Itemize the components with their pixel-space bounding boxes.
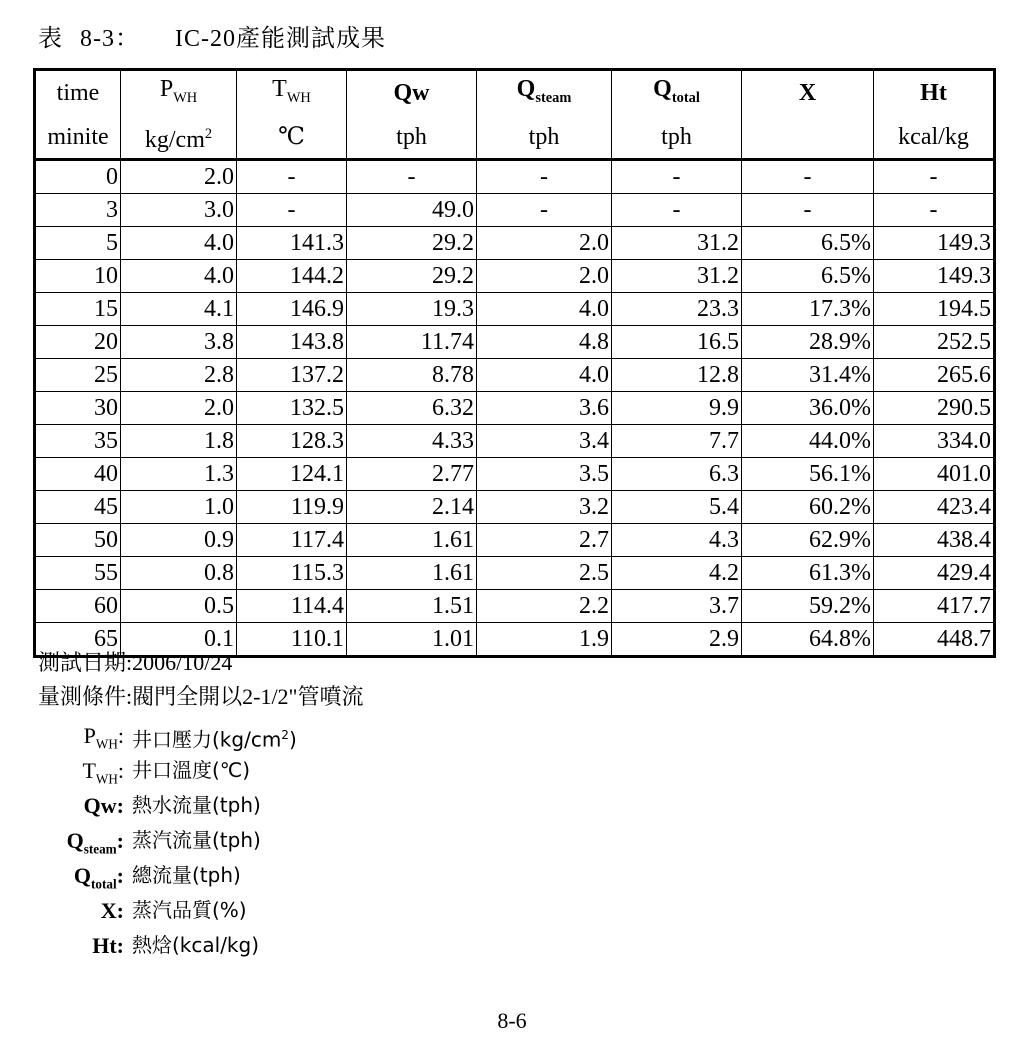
header-cell: tph (612, 116, 742, 160)
legend-colon: : (117, 723, 124, 748)
legend-description-text: 熱水流量(tph) (132, 793, 261, 817)
table-cell: 6.5% (742, 259, 874, 292)
table-row (35, 292, 995, 325)
table-cell: 3.2 (477, 490, 612, 523)
page-number: 8-6 (497, 1008, 527, 1033)
table-cell: 3.8 (121, 325, 237, 358)
table-row (35, 424, 995, 457)
table-cell: 3 (35, 193, 121, 226)
header-subscript: steam (535, 89, 572, 106)
legend-symbol-base: T (82, 758, 96, 783)
legend-symbol (38, 753, 124, 788)
table-cell: 2.8 (121, 358, 237, 391)
table-cell: 2.77 (347, 457, 477, 490)
header-cell: minite (35, 116, 121, 160)
table-cell: 62.9% (742, 523, 874, 556)
legend-item (38, 928, 297, 963)
table-cell: 4.0 (121, 226, 237, 259)
notes (38, 646, 364, 714)
table-cell: 7.7 (612, 424, 742, 457)
table-cell: 1.9 (477, 622, 612, 656)
legend-colon: : (116, 933, 124, 958)
table-cell: 40 (35, 457, 121, 490)
table-cell: 1.01 (347, 622, 477, 656)
table-row (35, 193, 995, 226)
table-cell: 0.1 (121, 622, 237, 656)
legend-symbol-subscript: WH (95, 736, 118, 752)
legend-symbol (38, 718, 124, 753)
table-cell: 448.7 (874, 622, 995, 656)
table-cell: - (612, 159, 742, 193)
table-cell: 124.1 (237, 457, 347, 490)
table-cell: 31.2 (612, 259, 742, 292)
table-cell: 194.5 (874, 292, 995, 325)
header-cell: Qw (347, 70, 477, 116)
legend-description (132, 928, 259, 963)
legend-symbol-base: X (100, 898, 117, 923)
table-cell: 4.33 (347, 424, 477, 457)
header-subscript: WH (173, 89, 198, 106)
test-date: 測試日期:2006/10/24 (38, 650, 233, 675)
legend-description (132, 718, 297, 753)
header-cell: time (35, 70, 121, 116)
legend-description-text: 井口溫度(℃) (132, 758, 251, 782)
table-cell: 15 (35, 292, 121, 325)
table-cell: 149.3 (874, 259, 995, 292)
table-cell: 29.2 (347, 259, 477, 292)
header-cell (121, 70, 237, 116)
table-row (35, 159, 995, 193)
table-cell: 3.7 (612, 589, 742, 622)
legend-symbol-subscript: WH (95, 771, 118, 787)
table-cell: 117.4 (237, 523, 347, 556)
table-cell: 56.1% (742, 457, 874, 490)
table-cell: 12.8 (612, 358, 742, 391)
legend-item (38, 718, 297, 753)
table-cell: 1.51 (347, 589, 477, 622)
header-cell: X (742, 70, 874, 116)
table-cell: 4.0 (477, 358, 612, 391)
table-cell: 149.3 (874, 226, 995, 259)
table-cell: 20 (35, 325, 121, 358)
table-cell: - (874, 159, 995, 193)
legend-symbol (38, 928, 124, 963)
table-cell: - (612, 193, 742, 226)
header-cell: Ht (874, 70, 995, 116)
header-cell: tph (347, 116, 477, 160)
table-cell: 50 (35, 523, 121, 556)
header-cell: tph (477, 116, 612, 160)
legend-symbol (38, 893, 124, 928)
table-row (35, 259, 995, 292)
table-cell: 17.3% (742, 292, 874, 325)
legend-description (132, 823, 261, 858)
table-row (35, 358, 995, 391)
header-cell: kcal/kg (874, 116, 995, 160)
legend-item (38, 893, 297, 928)
table-cell: - (237, 193, 347, 226)
legend-description-superscript: 2 (281, 728, 289, 742)
header-symbol: Q (653, 76, 672, 102)
header-cell (477, 70, 612, 116)
table-cell: 119.9 (237, 490, 347, 523)
table-cell: 429.4 (874, 556, 995, 589)
table-cell: 60 (35, 589, 121, 622)
table-cell: 8.78 (347, 358, 477, 391)
caption-number: 8-3： (80, 26, 140, 52)
table-cell: 55 (35, 556, 121, 589)
legend-description (132, 753, 250, 788)
header-symbol: kg/cm (144, 126, 205, 153)
table-cell: 0.9 (121, 523, 237, 556)
legend-symbol-subscript: steam (83, 841, 117, 857)
table-cell: 144.2 (237, 259, 347, 292)
table-row (35, 589, 995, 622)
legend-description (132, 893, 247, 928)
table-cell: 59.2% (742, 589, 874, 622)
table-cell: 30 (35, 391, 121, 424)
table-cell: 28.9% (742, 325, 874, 358)
table-cell: 3.5 (477, 457, 612, 490)
table-cell: 2.14 (347, 490, 477, 523)
legend-description (132, 788, 261, 823)
table-cell: 45 (35, 490, 121, 523)
legend-item (38, 753, 297, 788)
table-cell: 5.4 (612, 490, 742, 523)
legend-colon: : (116, 793, 124, 818)
legend-symbol-base: Q (73, 863, 92, 888)
table-cell: 1.8 (121, 424, 237, 457)
table-cell: 60.2% (742, 490, 874, 523)
table-cell: 114.4 (237, 589, 347, 622)
table-cell: 115.3 (237, 556, 347, 589)
legend-description-text: 蒸汽品質(%) (132, 898, 247, 922)
legend-item (38, 823, 297, 858)
caption-label: 表 (38, 26, 63, 52)
table-cell: 35 (35, 424, 121, 457)
table-cell: 4.1 (121, 292, 237, 325)
table-row (35, 391, 995, 424)
legend-colon: : (116, 898, 124, 923)
table-cell: - (742, 159, 874, 193)
legend-symbol-base: P (83, 723, 96, 748)
table-cell: 36.0% (742, 391, 874, 424)
table-cell: - (237, 159, 347, 193)
table-cell: - (347, 159, 477, 193)
table-cell: 1.61 (347, 523, 477, 556)
table-cell: 4.0 (121, 259, 237, 292)
table-cell: 0 (35, 159, 121, 193)
table-cell: 6.32 (347, 391, 477, 424)
table-cell: 1.0 (121, 490, 237, 523)
table-cell: 3.6 (477, 391, 612, 424)
table-cell: 438.4 (874, 523, 995, 556)
table-cell: 417.7 (874, 589, 995, 622)
table-cell: 2.5 (477, 556, 612, 589)
table-cell: 4.3 (612, 523, 742, 556)
table-cell: 141.3 (237, 226, 347, 259)
table-cell: 0.8 (121, 556, 237, 589)
table-cell: 25 (35, 358, 121, 391)
table-cell: 6.5% (742, 226, 874, 259)
table-caption (38, 18, 386, 53)
table-cell: 2.2 (477, 589, 612, 622)
table-row (35, 457, 995, 490)
table-cell: 2.7 (477, 523, 612, 556)
table-cell: 5 (35, 226, 121, 259)
results-table (33, 68, 996, 658)
table-cell: - (477, 159, 612, 193)
legend-item (38, 858, 297, 893)
table-cell: 2.0 (477, 226, 612, 259)
table-cell: - (477, 193, 612, 226)
legend-symbol (38, 788, 124, 823)
legend-description-text: 總流量(tph) (132, 863, 241, 887)
table-cell: 61.3% (742, 556, 874, 589)
table-cell: 16.5 (612, 325, 742, 358)
table-cell: 128.3 (237, 424, 347, 457)
header-cell (612, 70, 742, 116)
table-cell: 11.74 (347, 325, 477, 358)
table-cell: 23.3 (612, 292, 742, 325)
header-subscript: WH (286, 89, 311, 106)
table-cell: 2.0 (477, 259, 612, 292)
legend-symbol-base: Qw (83, 793, 117, 818)
table-cell: 6.3 (612, 457, 742, 490)
table-cell: 4.0 (477, 292, 612, 325)
table-row (35, 226, 995, 259)
table-cell: 132.5 (237, 391, 347, 424)
legend-description-text: 熱焓(kcal/kg) (132, 933, 260, 957)
table-cell: 3.0 (121, 193, 237, 226)
legend-symbol (38, 858, 124, 893)
table-cell: 1.61 (347, 556, 477, 589)
header-symbol: P (159, 76, 174, 102)
caption-title: IC-20產能測試成果 (175, 26, 386, 52)
table-cell: 265.6 (874, 358, 995, 391)
table-row (35, 325, 995, 358)
header-symbol: T (272, 76, 287, 102)
legend-colon: : (117, 758, 124, 783)
table-cell: 9.9 (612, 391, 742, 424)
table-cell: 44.0% (742, 424, 874, 457)
table-cell: 2.0 (121, 391, 237, 424)
table-cell: 137.2 (237, 358, 347, 391)
table-cell: 65 (35, 622, 121, 656)
table-cell: 146.9 (237, 292, 347, 325)
table-row (35, 523, 995, 556)
legend (38, 718, 297, 963)
legend-description (132, 858, 241, 893)
table-cell: - (874, 193, 995, 226)
table-cell: 2.0 (121, 159, 237, 193)
table-cell: 0.5 (121, 589, 237, 622)
measurement-condition: 量測條件:閥門全開以2-1/2"管噴流 (38, 684, 364, 709)
legend-description-text: 蒸汽流量(tph) (132, 828, 261, 852)
table-cell: 110.1 (237, 622, 347, 656)
table-cell: 49.0 (347, 193, 477, 226)
table-cell: 1.3 (121, 457, 237, 490)
legend-symbol-base: Ht (92, 933, 117, 958)
table-cell: 290.5 (874, 391, 995, 424)
header-cell (237, 70, 347, 116)
legend-description-text: 井口壓力(kg/cm (132, 727, 282, 752)
header-cell (742, 116, 874, 160)
table-cell: 10 (35, 259, 121, 292)
table-cell: 4.8 (477, 325, 612, 358)
legend-symbol (38, 823, 124, 858)
table-cell: 423.4 (874, 490, 995, 523)
table-cell: 31.2 (612, 226, 742, 259)
table-row (35, 556, 995, 589)
units-row (35, 116, 995, 160)
table-cell: 64.8% (742, 622, 874, 656)
table-cell: 2.9 (612, 622, 742, 656)
header-subscript: total (671, 89, 700, 106)
header-cell (121, 116, 237, 160)
header-symbol: Q (516, 76, 536, 102)
table-cell: 29.2 (347, 226, 477, 259)
table-cell: 252.5 (874, 325, 995, 358)
table-cell: 401.0 (874, 457, 995, 490)
table-cell: 19.3 (347, 292, 477, 325)
header-cell: ℃ (237, 116, 347, 160)
legend-symbol-base: Q (66, 828, 84, 853)
legend-description-end: ) (288, 727, 297, 752)
table-cell: 4.2 (612, 556, 742, 589)
table-cell: - (742, 193, 874, 226)
table-cell: 334.0 (874, 424, 995, 457)
header-row (35, 70, 995, 116)
legend-item (38, 788, 297, 823)
legend-colon: : (116, 863, 124, 888)
header-superscript: 2 (204, 125, 213, 142)
table-cell: 31.4% (742, 358, 874, 391)
table-cell: 3.4 (477, 424, 612, 457)
legend-symbol-subscript: total (91, 876, 117, 892)
table-cell: 143.8 (237, 325, 347, 358)
table-row (35, 490, 995, 523)
legend-colon: : (116, 828, 124, 853)
